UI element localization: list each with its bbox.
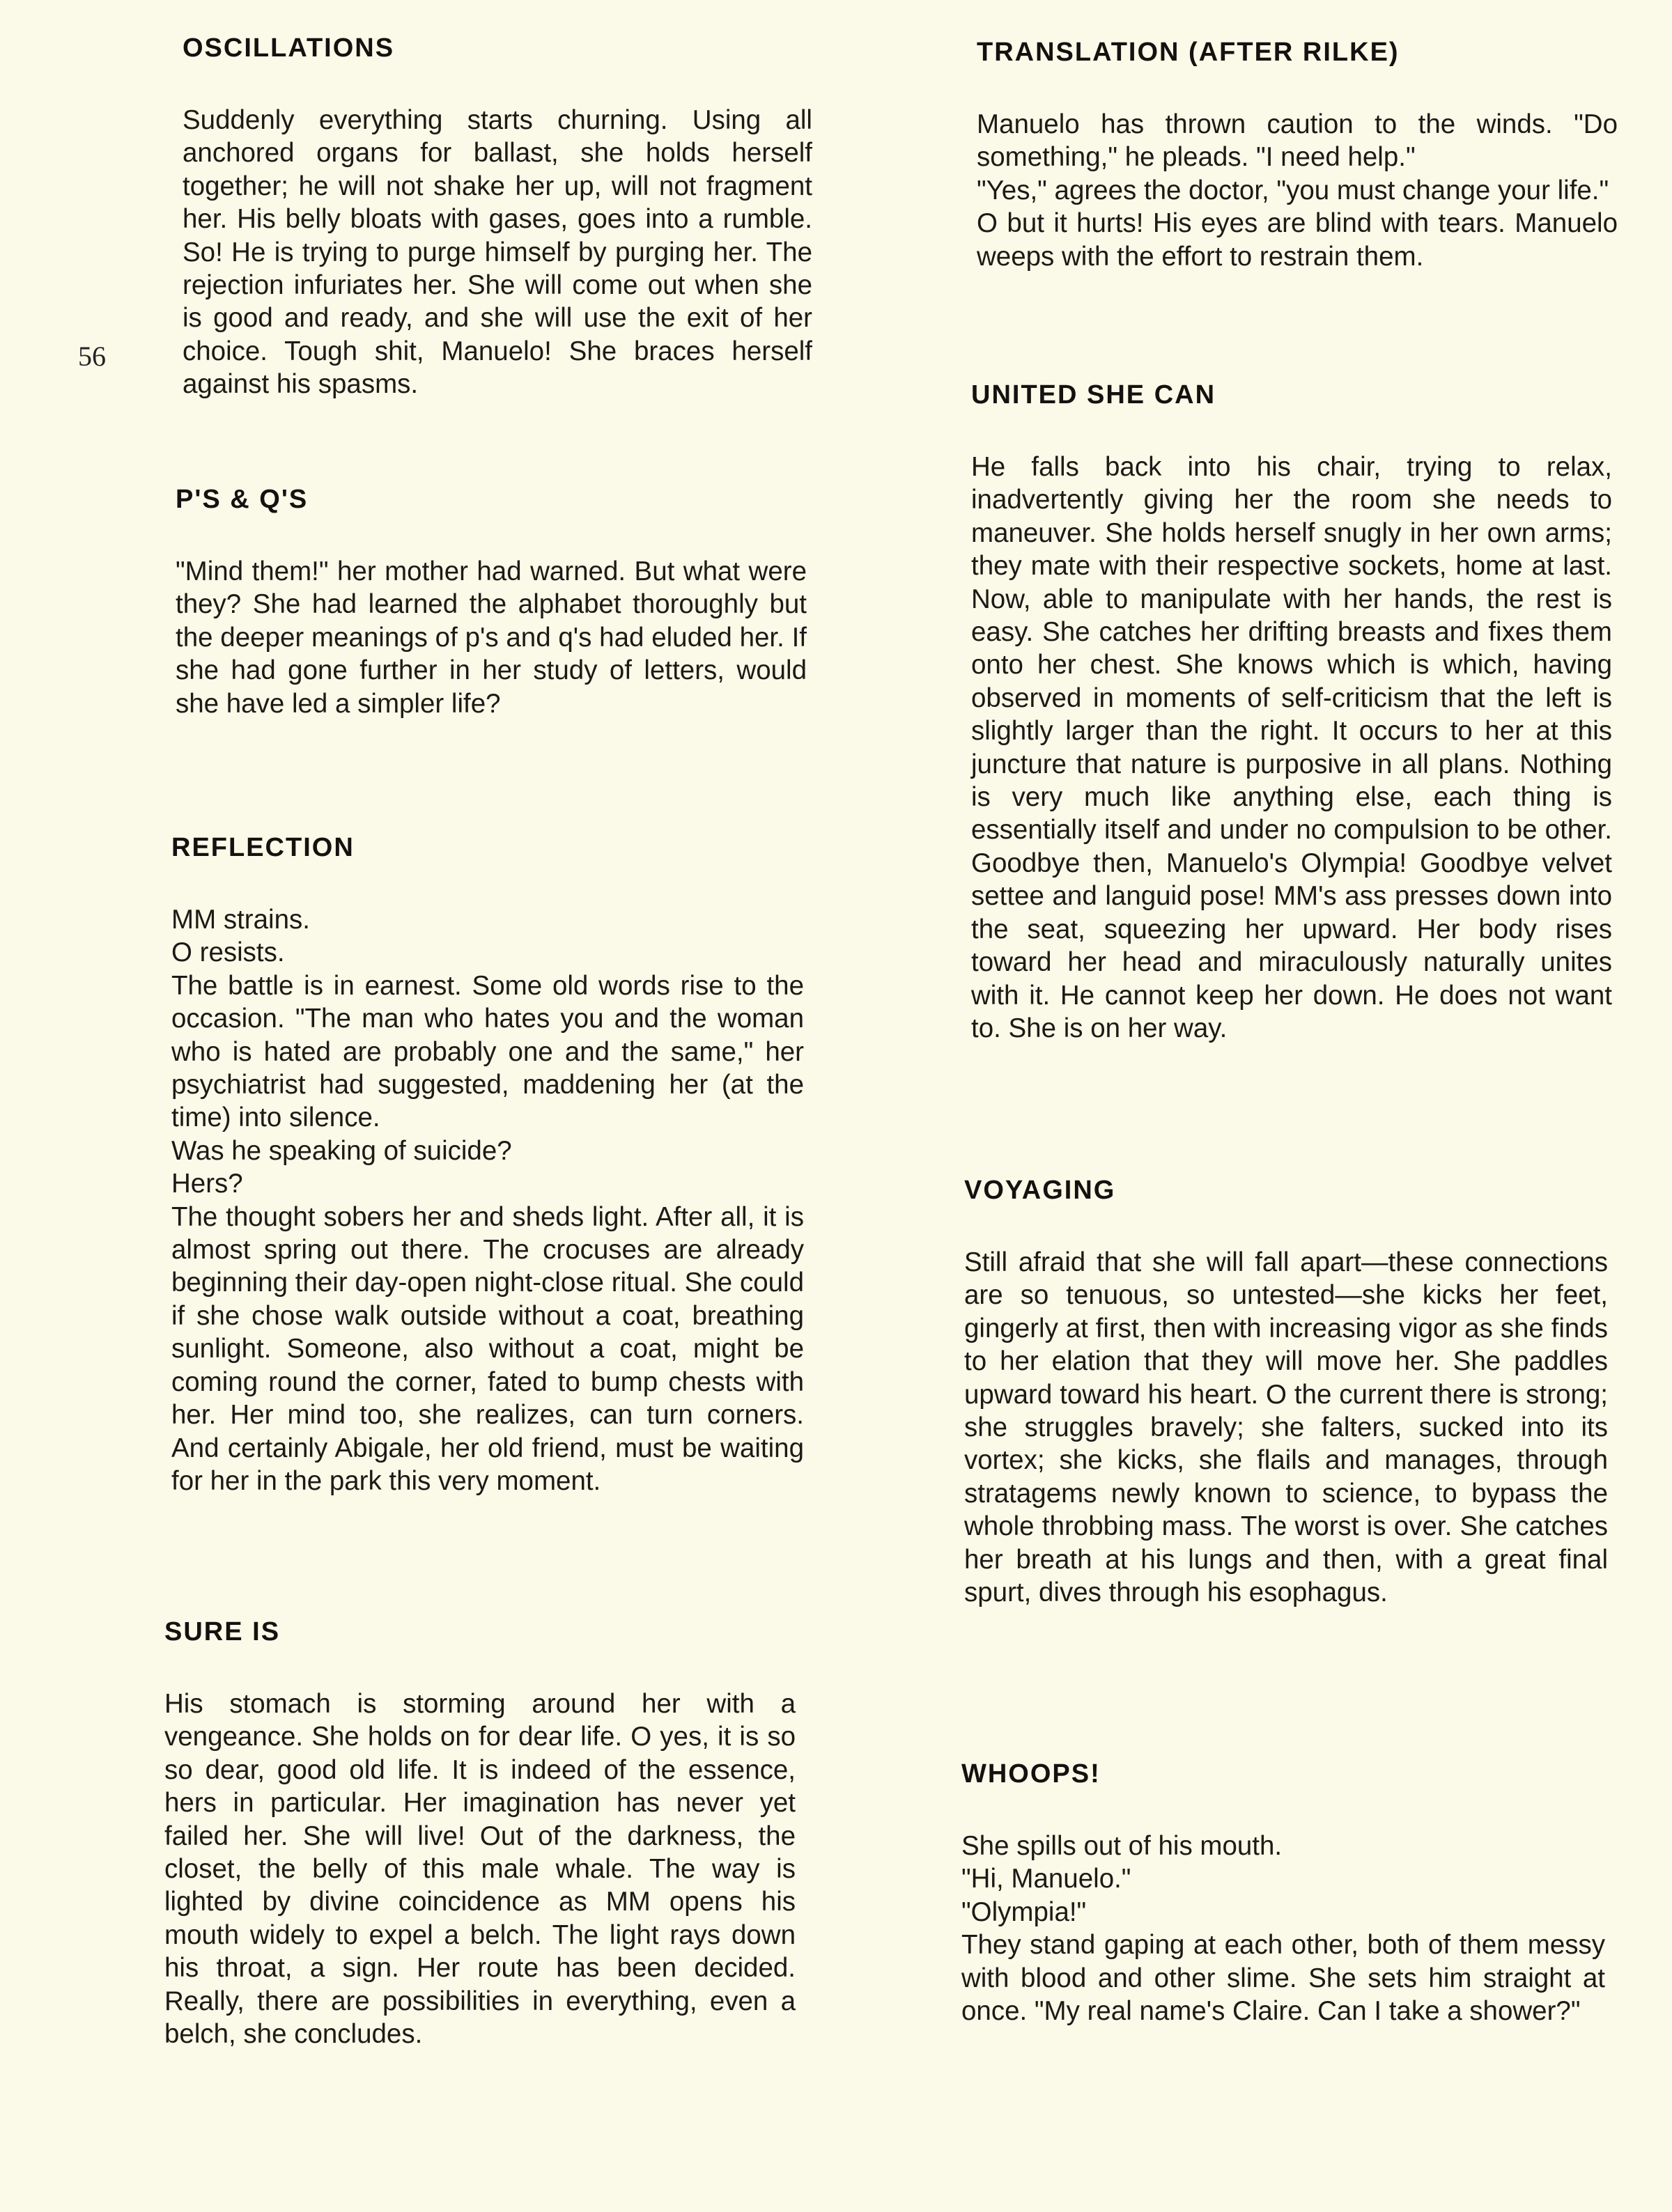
paragraph: Was he speaking of suicide? bbox=[171, 1135, 512, 1166]
paragraph: "Yes," agrees the doctor, "you must change your life." bbox=[977, 175, 1609, 205]
section-body bbox=[964, 1246, 1608, 1609]
section-sure-is bbox=[164, 1617, 796, 2050]
section-translation-after-rilke bbox=[977, 38, 1618, 273]
paragraph: O but it hurts! His eyes are blind with tears. Manuelo weeps with the effort to restrain them. bbox=[977, 208, 1618, 272]
paragraph: He falls back into his chair, trying to relax, inadvertently giving her the room she needs to maneuver. She holds herself snugly in her own arms; they mate with their respective sockets, home at last. Now, able to manipulate with her hands, the rest is easy. She catches her drifting breasts and fixes them onto her chest. She knows which is which, having observed in moments of self-criticism that the left is slightly larger than the right. It occurs to her at this juncture that nature is purposive in all plans. Nothing is very much like anything else, each thing is essentially itself and under no compulsion to be other. Goodbye then, Manuelo's Olympia! Goodbye velvet settee and languid pose! MM's ass presses down into the seat, squeezing her upward. Her body rises toward her head and miraculously naturally unites with it. He cannot keep her down. He does not want to. She is on her way. bbox=[971, 452, 1612, 1043]
paragraph: They stand gaping at each other, both of them messy with blood and other slime. She sets him straight at once. "My real name's Claire. Can I take a shower?" bbox=[961, 1930, 1605, 2027]
paragraph: She spills out of his mouth. bbox=[961, 1831, 1283, 1861]
section-reflection bbox=[171, 833, 804, 1497]
section-body bbox=[176, 555, 807, 720]
section-oscillations bbox=[183, 33, 812, 401]
section-body bbox=[971, 451, 1612, 1045]
section-body bbox=[171, 903, 804, 1497]
section-voyaging bbox=[964, 1176, 1608, 1609]
paragraph: O resists. bbox=[171, 937, 285, 968]
paragraph: MM strains. bbox=[171, 905, 310, 935]
paragraph: Hers? bbox=[171, 1169, 243, 1199]
page-number: 56 bbox=[78, 341, 106, 372]
paragraph: The thought sobers her and sheds light. After all, it is almost spring out there. The crocuses are already beginning their day-open night-close ritual. She could if she chose walk outside without a coat, breathing sunlight. Someone, also without a coat, might be coming round the corner, fated to bump chests with her. Her mind too, she realizes, can turn corners. And certainly Abigale, her old friend, must be waiting for her in the park this very moment. bbox=[171, 1201, 804, 1496]
section-heading: REFLECTION bbox=[171, 833, 355, 862]
section-heading: OSCILLATIONS bbox=[183, 33, 395, 63]
section-body bbox=[977, 108, 1618, 273]
paragraph: "Mind them!" her mother had warned. But what were they? She had learned the alphabet thoroughly but the deeper meanings of p's and q's had eluded her. If she had gone further in her study of letters, would she have led a simpler life? bbox=[176, 556, 807, 719]
paragraph: "Hi, Manuelo." bbox=[961, 1864, 1131, 1894]
section-united-she-can bbox=[971, 380, 1612, 1045]
paragraph: The battle is in earnest. Some old words rise to the occasion. "The man who hates you and the woman who is hated are probably one and the same," her psychiatrist had suggested, maddening her (at the time) into silence. bbox=[171, 970, 804, 1133]
right-column bbox=[950, 0, 1619, 2212]
paragraph: Manuelo has thrown caution to the winds. "Do something," he pleads. "I need help." bbox=[977, 109, 1618, 173]
section-body bbox=[961, 1830, 1605, 2027]
section-heading: TRANSLATION (AFTER RILKE) bbox=[977, 38, 1400, 67]
section-heading: P'S & Q'S bbox=[176, 485, 309, 514]
section-body bbox=[164, 1688, 796, 2050]
section-whoops bbox=[961, 1759, 1605, 2027]
paragraph: "Olympia!" bbox=[961, 1896, 1087, 1927]
section-heading: SURE IS bbox=[164, 1617, 281, 1646]
section-heading: WHOOPS! bbox=[961, 1759, 1101, 1789]
section-ps-and-qs bbox=[176, 485, 807, 720]
left-column bbox=[164, 0, 812, 2212]
section-heading: VOYAGING bbox=[964, 1176, 1116, 1205]
paragraph: Still afraid that she will fall apart—these connections are so tenuous, so untested—she kicks her feet, gingerly at first, then with increasing vigor as she finds to her elation that they will move her. She paddles upward toward his heart. O the current there is strong; she struggles bravely; she falters, sucked into its vortex; she kicks, she flails and manages, through stratagems newly known to science, to bypass the whole throbbing mass. The worst is over. She catches her breath at his lungs and then, with a great final spurt, dives through his esophagus. bbox=[964, 1247, 1608, 1608]
section-body bbox=[183, 104, 812, 401]
paragraph: Suddenly everything starts churning. Using all anchored organs for ballast, she holds herself together; he will not shake her up, will not fragment her. His belly bloats with gases, goes into a rumble. So! He is trying to purge himself by purging her. The rejection infuriates her. She will come out when she is good and ready, and she will use the exit of her choice. Tough shit, Manuelo! She braces herself against his spasms. bbox=[183, 105, 812, 400]
paragraph: His stomach is storming around her with a vengeance. She holds on for dear life. O yes, it is so so dear, good old life. It is indeed of the essence, hers in particular. Her imagination has never yet failed her. She will live! Out of the darkness, the closet, the belly of this male whale. The way is lighted by divine coincidence as MM opens his mouth widely to expel a belch. The light rays down his throat, a sign. Her route has been decided. Really, there are possibilities in everything, even a belch, she concludes. bbox=[164, 1689, 796, 2050]
section-heading: UNITED SHE CAN bbox=[971, 380, 1216, 410]
